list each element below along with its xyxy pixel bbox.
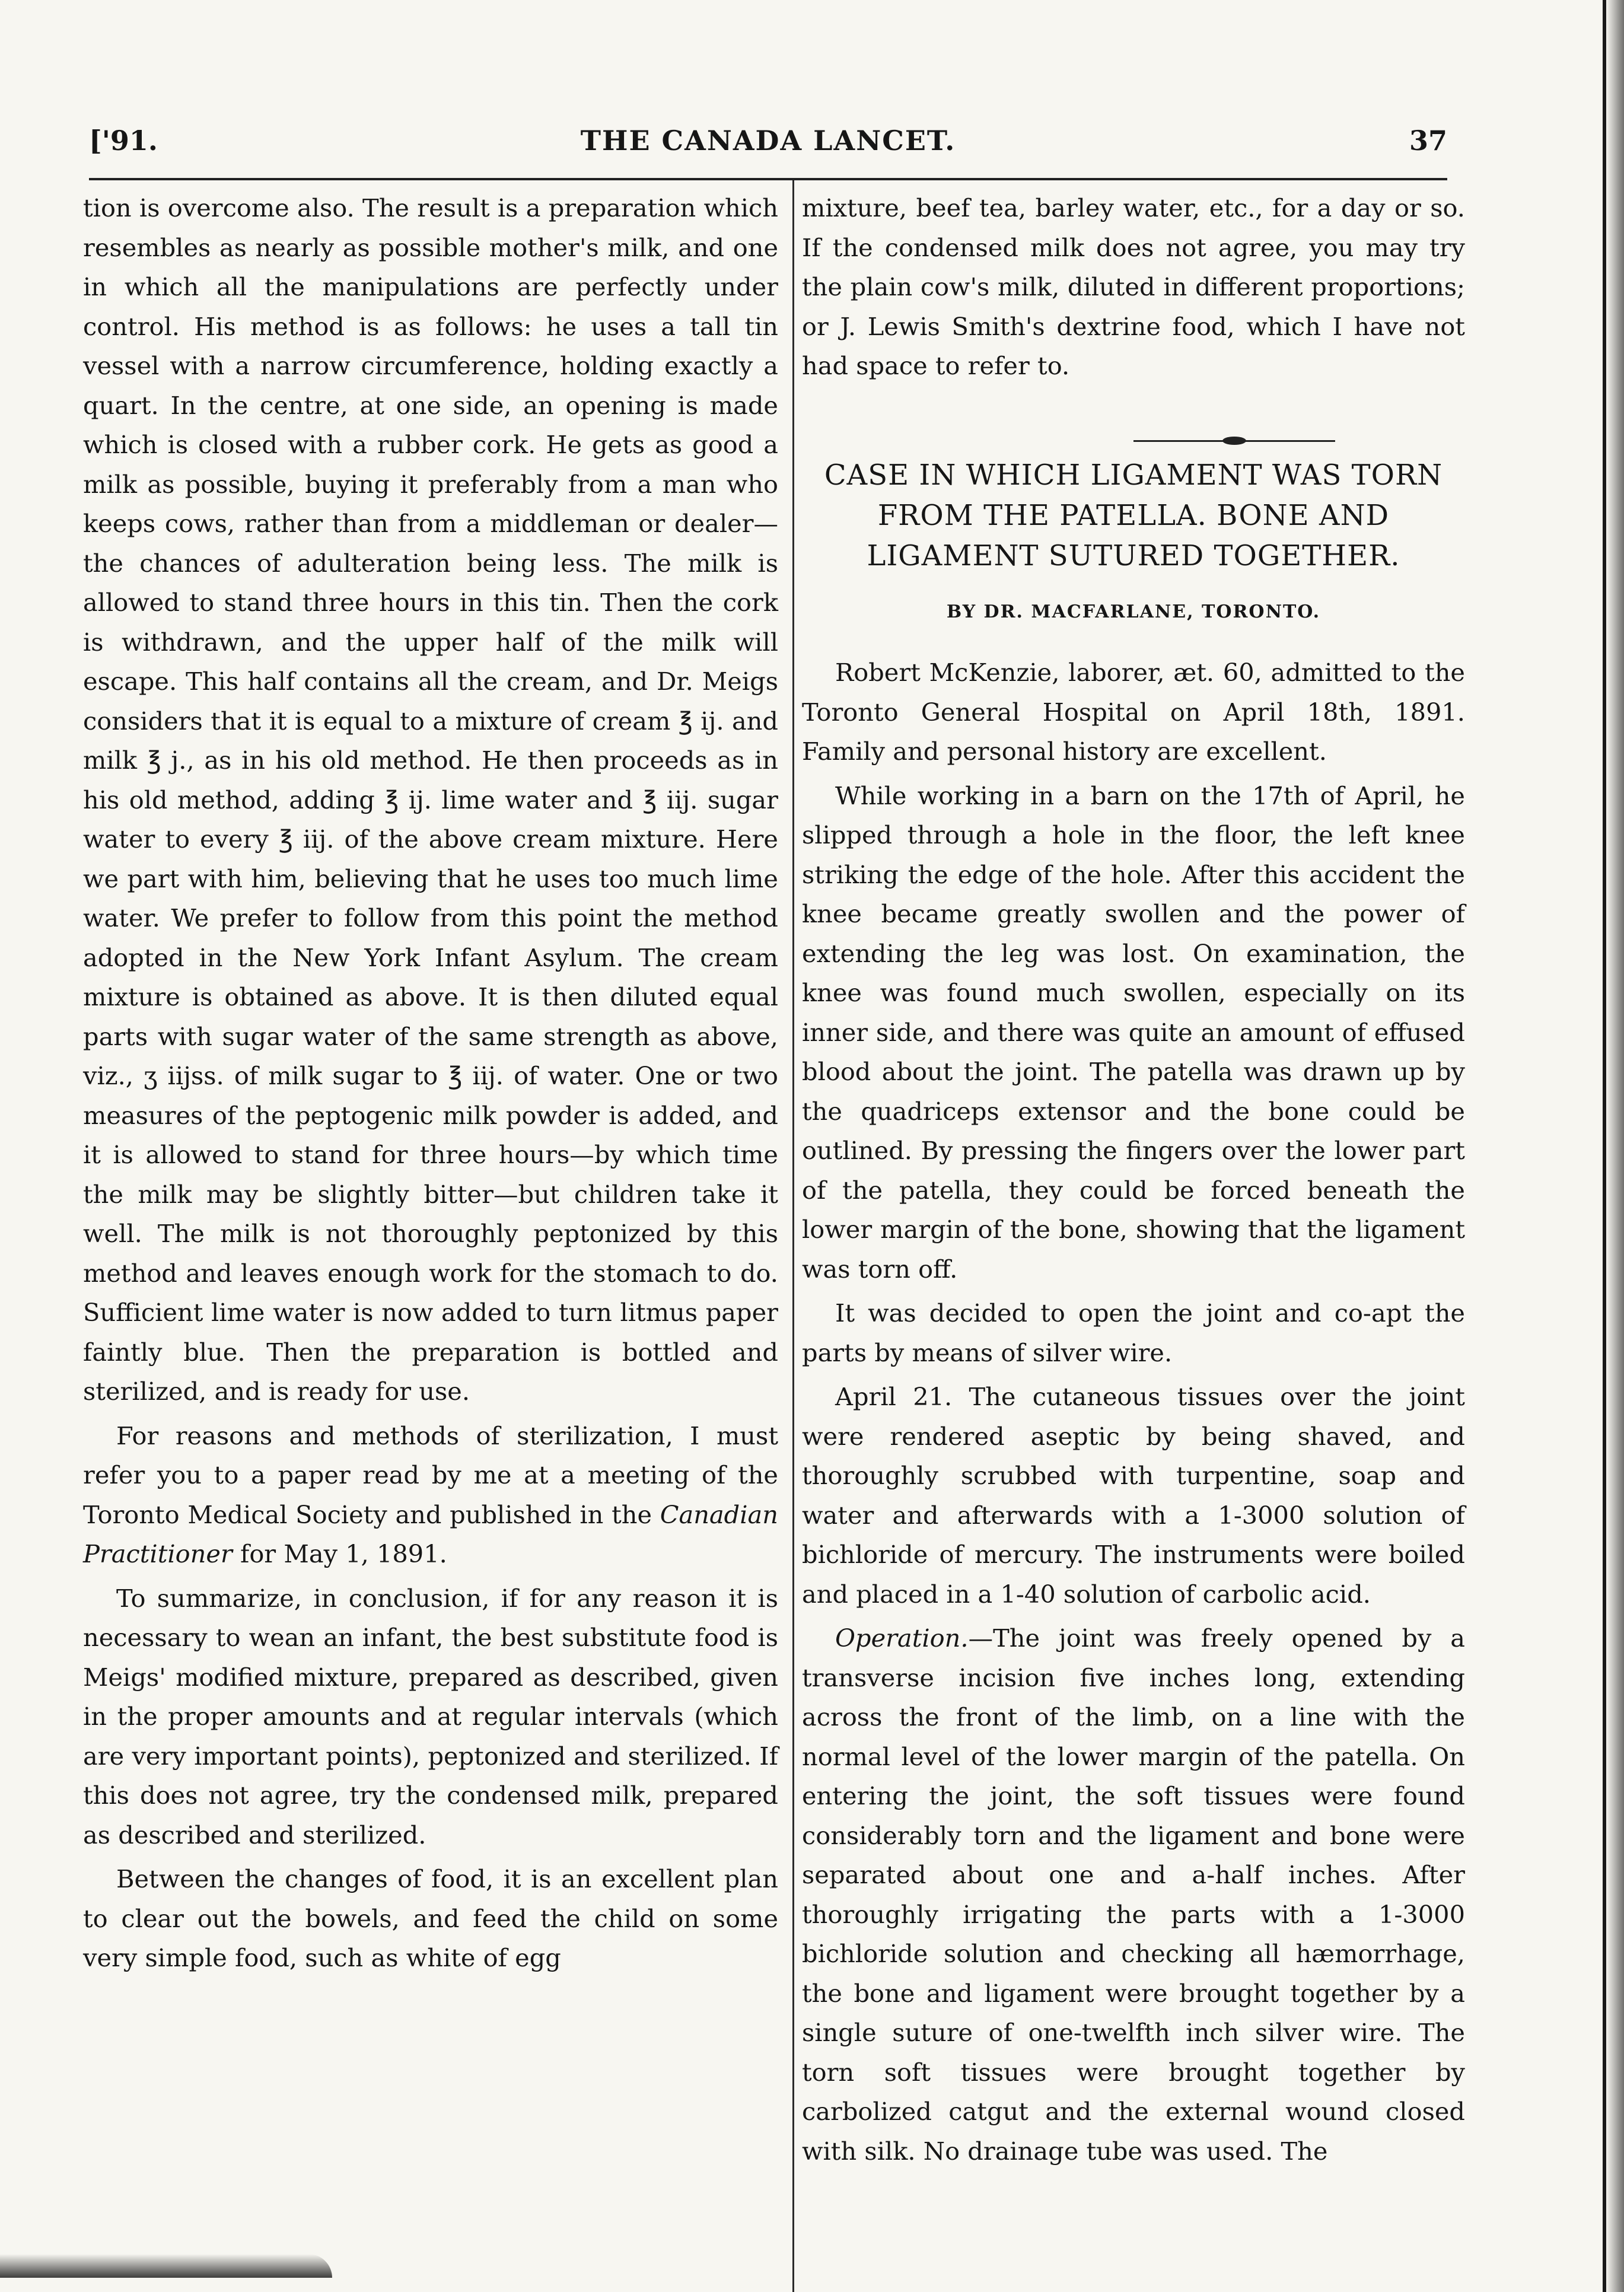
left-column	[83, 189, 778, 1978]
paragraph-operation: Operation.—The joint was freely opened by a transverse incision five inches long, extending across the front of the limb, on a line with the normal level of the lower margin of the patella. On entering the joint, the soft tissues were found considerably torn and the ligament and bone were separated about one and a-half inches. After thoroughly irrigating the parts with a 1-3000 bichloride solution and checking all hæmorrhage, the bone and ligament were brought together by a single suture of one-twelfth inch silver wire. The torn soft tissues were brought together by carbolized catgut and the external wound closed with silk. No drainage tube was used. The	[802, 1623, 1465, 2166]
column-divider	[792, 180, 794, 2292]
paragraph-meigs-method: tion is overcome also. The result is a preparation which resembles as nearly as possible mother's milk, and one in which all the manipulations are perfectly under control. His method is as follows: he uses a tall tin vessel with a narrow circumference, holding exactly a quart. In the centre, at one side, an opening is made which is closed with a rubber cork. He gets as good a milk as possible, buying it preferably from a man who keeps cows, rather than from a middleman or dealer—the chances of adulteration being less. The milk is allowed to stand three hours in this tin. Then the cork is withdrawn, and the upper half of the milk will escape. This half contains all the cream, and Dr. Meigs considers that it is equal to a mixture of cream ℥ ij. and milk ℥ j., as in his old method. He then proceeds as in his old method, adding ℥ ij. lime water and ℥ iij. sugar water to every ℥ iij. of the above cream mixture. Here we part with him, believing that he uses too much lime water. We prefer to follow from this point the method adopted in the New York Infant Asylum. The cream mixture is obtained as above. It is then diluted equal parts with sugar water of the same strength as above, viz., ʒ iijss. of milk sugar to ℥ iij. of water. One or two measures of the peptogenic milk powder is added, and it is allowed to stand for three hours—by which time the milk may be slightly bitter—but children take it well. The milk is not thoroughly peptonized by this method and leaves enough work for the stomach to do. Sufficient lime water is now added to turn litmus paper faintly blue. Then the preparation is bottled and sterilized, and is ready for use.	[83, 193, 778, 1406]
paragraph-decision: It was decided to open the joint and co-apt the parts by means of silver wire.	[802, 1298, 1465, 1367]
paragraph-accident: While working in a barn on the 17th of April, he slipped through a hole in the floor, the left knee striking the edge of the hole. After this accident the knee became greatly swollen and the power of extending the leg was lost. On examination, the knee was found much swollen, especially on its inner side, and there was quite an amount of effused blood about the joint. The patella was drawn up by the quadriceps extensor and the bone could be outlined. By pressing the fingers over the lower part of the patella, they could be forced beneath the lower margin of the bone, showing that the ligament was torn off.	[802, 781, 1465, 1284]
paragraph-summary: To summarize, in conclusion, if for any reason it is necessary to wean an infant, the best substitute food is Meigs' modified mixture, prepared as described, given in the proper amounts and at regular intervals (which are very important points), peptonized and sterilized. If this does not agree, try the condensed milk, prepared as described and sterilized.	[83, 1583, 778, 1849]
right-column	[802, 189, 1465, 2171]
running-header	[89, 125, 1447, 172]
section-divider-ornament	[802, 419, 1465, 431]
page-number: 37	[1409, 125, 1447, 157]
paragraph-sterilization: For reasons and methods of sterilization, I must refer you to a paper read by me at a meeting of the Toronto Medical Society and published in the Canadian Practitioner for May 1, 1891.	[83, 1421, 778, 1568]
page-edge-shadow	[1606, 0, 1624, 2292]
header-year: ['91.	[89, 125, 158, 157]
bottom-scan-shadow	[0, 2254, 332, 2278]
paragraph-preparation: April 21. The cutaneous tissues over the joint were rendered aseptic by being shaved, and thoroughly scrubbed with turpentine, soap and water and afterwards with a 1-3000 solution of bichloride of mercury. The instruments were boiled and placed in a 1-40 solution of carbolic acid.	[802, 1382, 1465, 1609]
article-byline: BY DR. MACFARLANE, TORONTO.	[946, 601, 1321, 622]
paragraph-feeding: Between the changes of food, it is an excellent plan to clear out the bowels, and feed the child on some very simple food, such as white of egg	[83, 1864, 778, 1972]
journal-citation: Canadian Practitioner	[83, 1500, 778, 1568]
article-title: CASE IN WHICH LIGAMENT WAS TORN FROM THE PATELLA. BONE AND LIGAMENT SUTURED TOGETHER.	[824, 458, 1443, 572]
paragraph-patient: Robert McKenzie, laborer, æt. 60, admitted to the Toronto General Hospital on April 18th, 1891. Family and personal history are excellent.	[802, 658, 1465, 766]
operation-label: Operation.	[835, 1623, 969, 1653]
header-rule	[89, 178, 1447, 180]
paragraph-continuation: mixture, beef tea, barley water, etc., for a day or so. If the condensed milk does not agree, you may try the plain cow's milk, diluted in different proportions; or J. Lewis Smith's dextrine food, which I have not had space to refer to.	[802, 193, 1465, 380]
journal-title: THE CANADA LANCET.	[580, 125, 956, 157]
